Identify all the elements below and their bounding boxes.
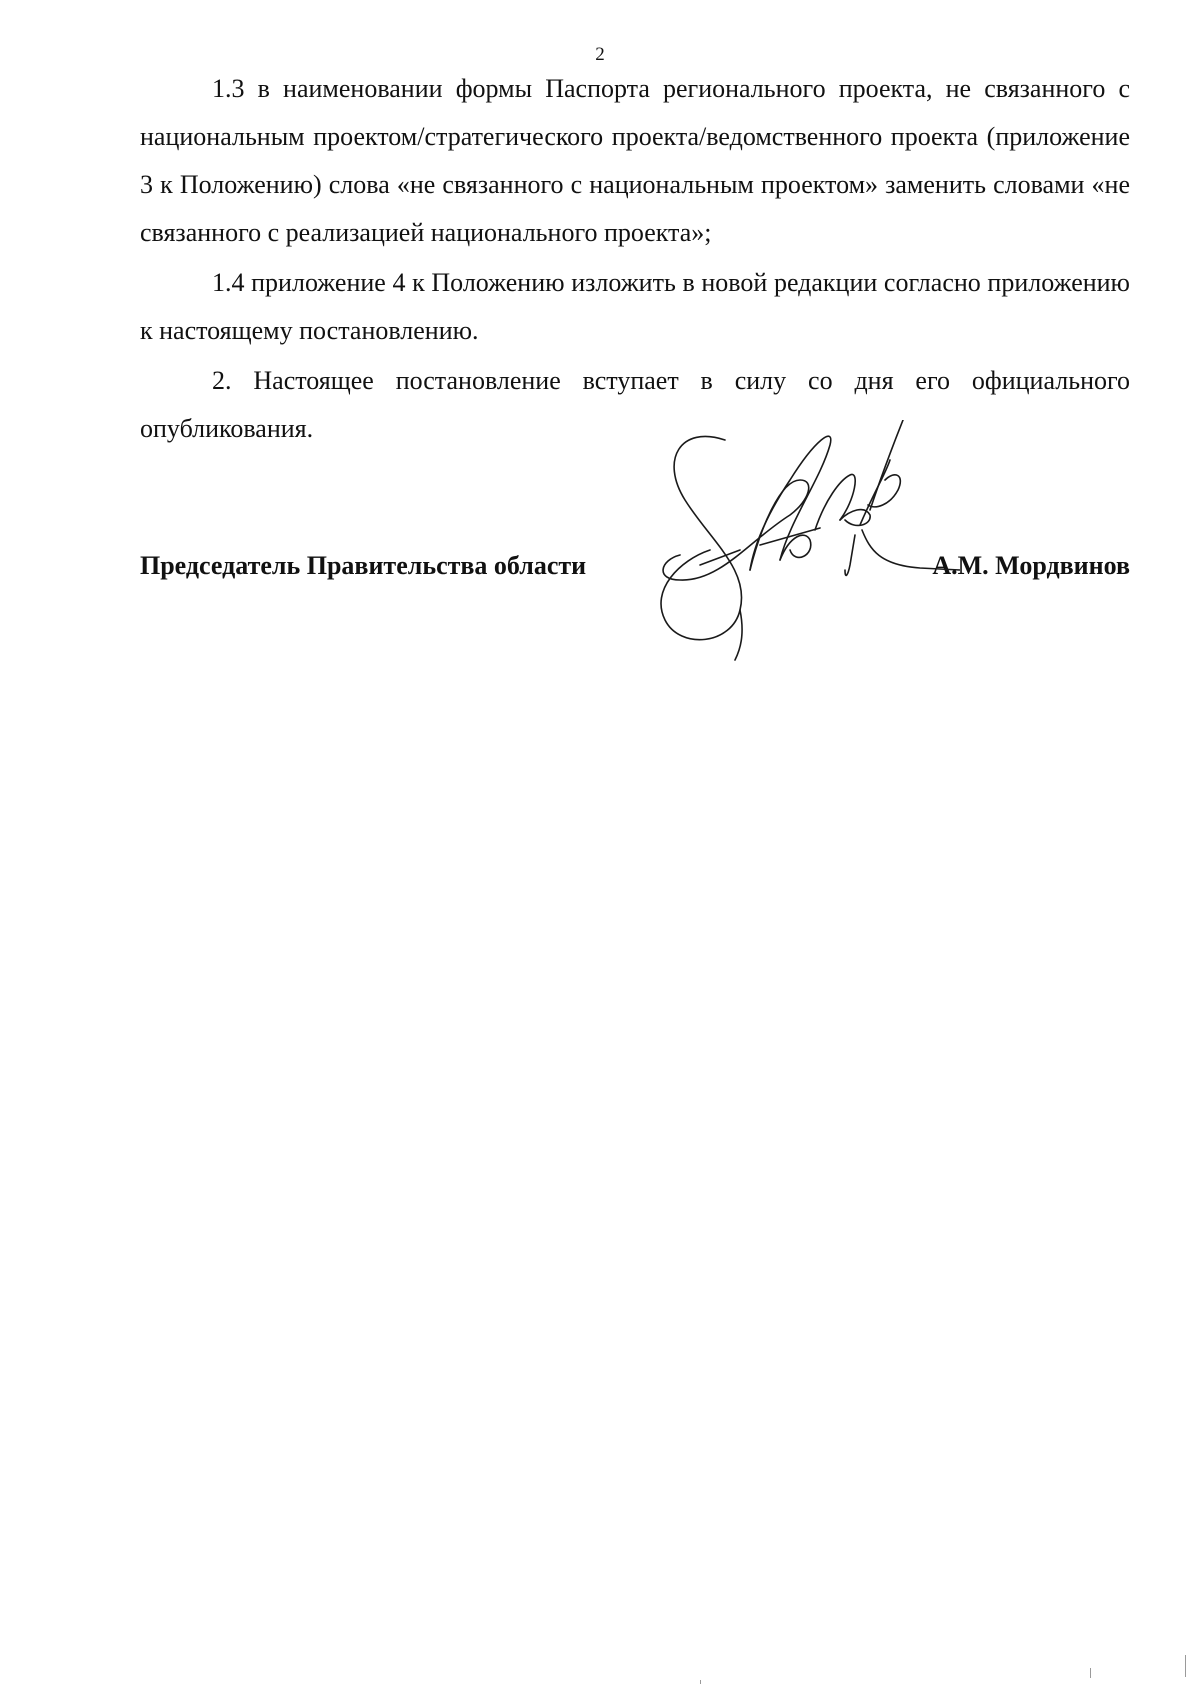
paragraph-2: 2. Настоящее постановление вступает в силу со дня его официального опубликования.	[140, 366, 1130, 443]
signer-name: А.М. Мордвинов	[932, 551, 1130, 580]
signature-block	[140, 548, 1130, 588]
handwritten-signature	[640, 420, 960, 670]
paragraph-1-3: 1.3 в наименовании формы Паспорта регионального проекта, не связанного с национальным проектом/стратегического проекта/ведомственного проекта (приложение 3 к Положению) слова «не связанного с национальным проектом» заменить словами «не связанного с реализацией национального проекта»;	[140, 74, 1130, 247]
signer-position: Председатель Правительства области	[140, 551, 587, 580]
scan-artifact	[1185, 1655, 1186, 1677]
body-text	[140, 65, 1130, 453]
paragraph-1-4: 1.4 приложение 4 к Положению изложить в новой редакции согласно приложению к настоящему постановлению.	[140, 268, 1130, 345]
scan-artifact	[700, 1680, 701, 1684]
scan-artifact	[1090, 1668, 1091, 1678]
page-number: 2	[595, 44, 605, 65]
